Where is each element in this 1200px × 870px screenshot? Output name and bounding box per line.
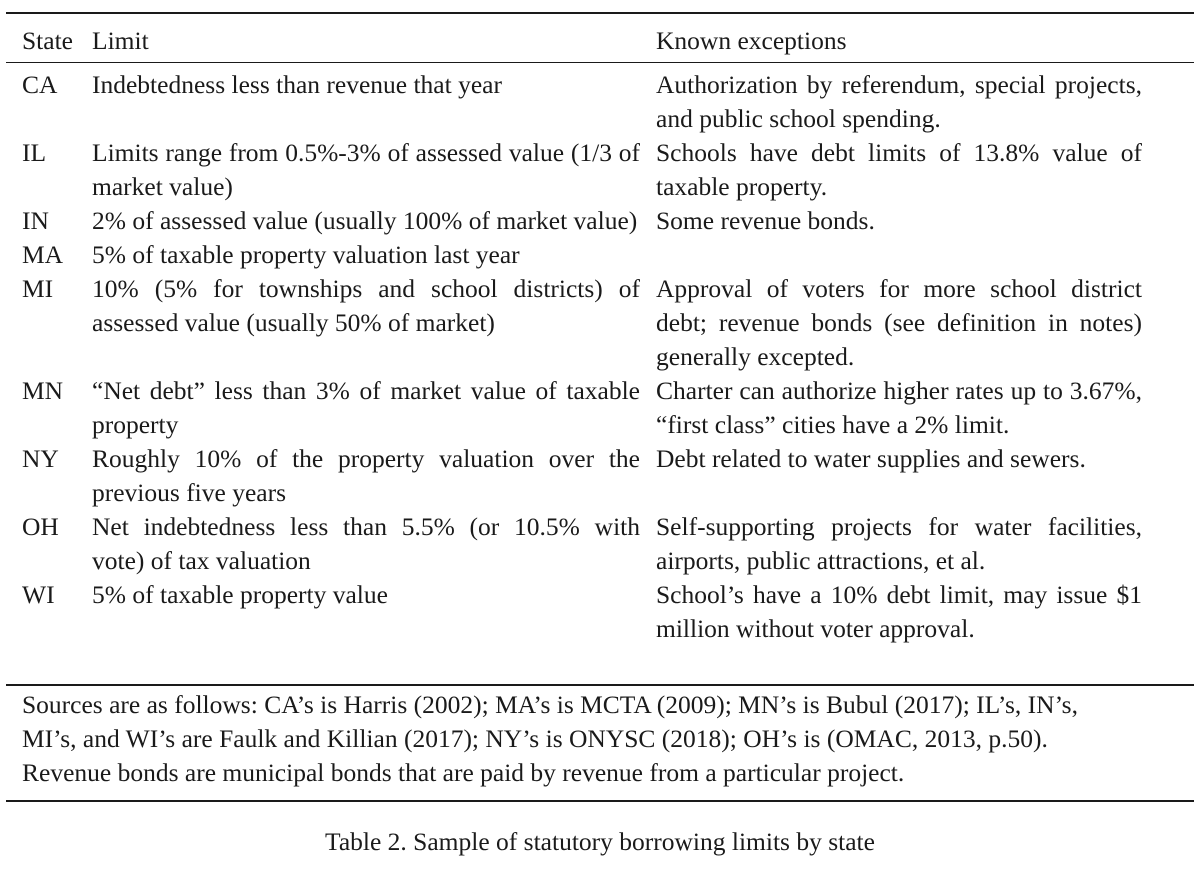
notes-line: Revenue bonds are municipal bonds that are paid by revenue from a particular project. (22, 758, 905, 787)
table-row (6, 204, 1194, 238)
exceptions-cell: Schools have debt limits of 13.8% value of taxable property. (656, 138, 1142, 201)
table-row (6, 510, 1194, 578)
column-header-state: State (22, 26, 73, 55)
state-cell: NY (22, 444, 59, 473)
column-header-limit: Limit (92, 26, 149, 55)
table-row (6, 578, 1194, 646)
limit-cell: 2% of assessed value (usually 100% of market value) (92, 206, 638, 235)
exceptions-cell: Debt related to water supplies and sewers. (656, 444, 1086, 473)
notes-line: MI’s, and WI’s are Faulk and Killian (2017); NY’s is ONYSC (2018); OH’s is (OMAC, 2013, p.50). (22, 724, 1048, 753)
limit-cell: 10% (5% for townships and school districts) of assessed value (usually 50% of market) (92, 274, 640, 337)
table-row (6, 272, 1194, 374)
state-cell: MA (22, 240, 64, 269)
state-cell: CA (22, 70, 58, 99)
exceptions-cell: School’s have a 10% debt limit, may issue $1 million without voter approval. (656, 580, 1142, 643)
exceptions-cell (656, 238, 1194, 272)
header-row (6, 14, 1194, 62)
table-notes (22, 688, 1182, 790)
table-row (6, 238, 1194, 272)
limit-cell: Roughly 10% of the property valuation over the previous five years (92, 444, 640, 507)
state-cell: WI (22, 580, 55, 609)
notes-rule (6, 684, 1194, 686)
exceptions-cell: Authorization by referendum, special projects, and public school spending. (656, 70, 1142, 133)
table-row (6, 62, 1194, 136)
limit-cell: 5% of taxable property valuation last year (92, 240, 520, 269)
exceptions-cell: Charter can authorize higher rates up to 3.67%, “first class” cities have a 2% limit. (656, 376, 1142, 439)
limit-cell: 5% of taxable property value (92, 580, 388, 609)
table-figure (6, 0, 1194, 870)
limit-cell: Net indebtedness less than 5.5% (or 10.5% with vote) of tax valuation (92, 512, 640, 575)
table-row (6, 374, 1194, 442)
exceptions-cell: Self-supporting projects for water facilities, airports, public attractions, et al. (656, 512, 1142, 575)
limit-cell: “Net debt” less than 3% of market value of taxable property (92, 376, 640, 439)
bottom-rule (6, 800, 1194, 802)
table-row (6, 442, 1194, 510)
notes-line: Sources are as follows: CA’s is Harris (2002); MA’s is MCTA (2009); MN’s is Bubul (2017); IL’s, IN’s, (22, 690, 1078, 719)
exceptions-cell: Approval of voters for more school district debt; revenue bonds (see definition in notes) generally excepted. (656, 274, 1142, 371)
borrowing-limits-table (6, 14, 1194, 646)
state-cell: MN (22, 376, 64, 405)
table-row (6, 136, 1194, 204)
state-cell: IL (22, 138, 47, 167)
state-cell: MI (22, 274, 54, 303)
column-header-exceptions: Known exceptions (656, 26, 847, 55)
table-caption: Table 2. Sample of statutory borrowing limits by state (325, 827, 875, 856)
limit-cell: Indebtedness less than revenue that year (92, 70, 502, 99)
state-cell: IN (22, 206, 49, 235)
state-cell: OH (22, 512, 59, 541)
limit-cell: Limits range from 0.5%-3% of assessed value (1/3 of market value) (92, 138, 640, 201)
exceptions-cell: Some revenue bonds. (656, 206, 875, 235)
